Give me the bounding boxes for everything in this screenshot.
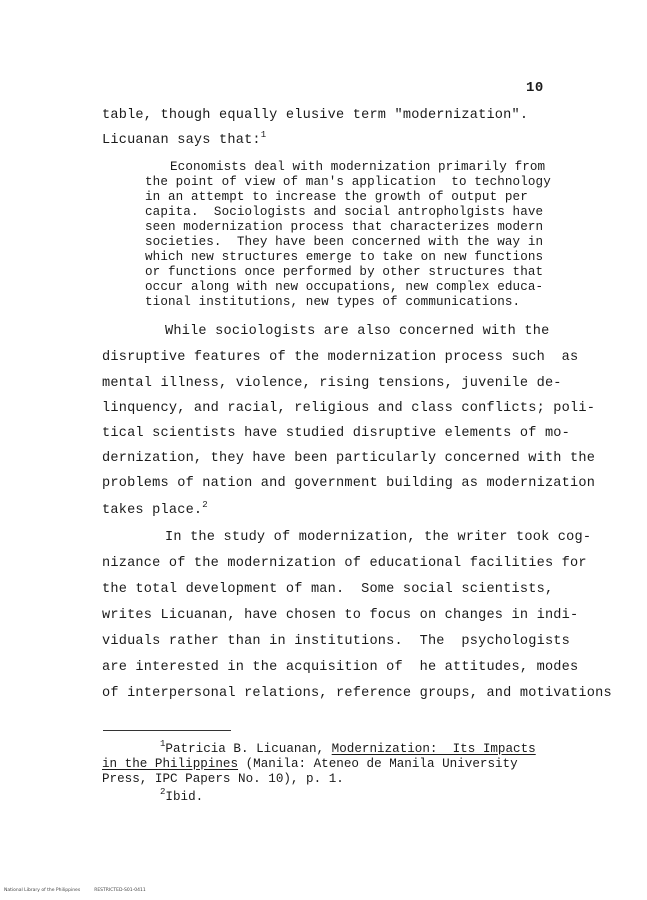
footnote-1-line: Press, IPC Papers No. 10), p. 1. — [102, 772, 344, 786]
intro-line-text: Licuanan says that: — [102, 133, 261, 148]
footnote-1-line — [102, 757, 518, 771]
quote-line: Economists deal with modernization primarily from — [170, 160, 546, 174]
paragraph-line: While sociologists are also concerned with the — [165, 324, 550, 339]
paragraph-line: mental illness, violence, rising tensions, juvenile de- — [102, 376, 562, 391]
quote-line: occur along with new occupations, new complex educa- — [145, 280, 544, 294]
footnote-mark: 2 — [160, 787, 166, 797]
paragraph-line: dernization, they have been particularly concerned with the — [102, 451, 596, 466]
footnote-1-line — [160, 739, 536, 756]
paragraph-line: disruptive features of the modernization process such as — [102, 350, 579, 365]
paragraph-line: nizance of the modernization of educational facilities for — [102, 556, 587, 571]
footer-source: National Library of the Philippines — [4, 888, 81, 893]
paragraph-line: problems of nation and government building as modernization — [102, 476, 596, 491]
quote-line: the point of view of man's application to technology — [145, 175, 551, 189]
intro-line: table, though equally elusive term "modernization". — [102, 108, 529, 123]
paragraph-line: tical scientists have studied disruptive elements of mo- — [102, 426, 571, 441]
paragraph-line-text: takes place. — [102, 503, 203, 518]
quote-line: seen modernization process that characterizes modern — [145, 220, 544, 234]
footnote-2-line — [160, 787, 204, 804]
footnote-title: Modernization: Its Impacts — [331, 742, 536, 756]
quote-line: tional institutions, new types of communications. — [145, 295, 521, 309]
footer-id: RESTRICTED-S01-0411 — [94, 888, 146, 893]
paragraph-line: the total development of man. Some social scientists, — [102, 582, 554, 597]
paragraph-line: viduals rather than in institutions. The psychologists — [102, 634, 571, 649]
paragraph-line — [102, 500, 208, 518]
footnote-author: Patricia B. Licuanan, — [165, 742, 332, 756]
footnote-ref: 1 — [260, 130, 267, 140]
footnote-title: in the Philippines — [102, 757, 239, 771]
quote-line: in an attempt to increase the growth of output per — [145, 190, 528, 204]
footnote-text: Ibid. — [165, 790, 204, 804]
paragraph-line: In the study of modernization, the writer took cog- — [165, 530, 592, 545]
paragraph-line: linquency, and racial, religious and class conflicts; poli- — [102, 401, 596, 416]
footnote-publisher: (Manila: Ateneo de Manila University — [238, 757, 518, 771]
quote-line: societies. They have been concerned with the way in — [145, 235, 544, 249]
page-number: 10 — [526, 80, 544, 96]
archive-footer — [4, 888, 146, 893]
quote-line: which new structures emerge to take on new functions — [145, 250, 544, 264]
paragraph-line: writes Licuanan, have chosen to focus on changes in indi- — [102, 608, 579, 623]
footnote-ref: 2 — [202, 500, 208, 510]
quote-line: capita. Sociologists and social antropholgists have — [145, 205, 544, 219]
footnote-divider — [103, 730, 231, 731]
footnote-mark: 1 — [160, 739, 166, 749]
paragraph-line: are interested in the acquisition of he attitudes, modes — [102, 660, 579, 675]
intro-line — [102, 130, 267, 148]
quote-line: or functions once performed by other structures that — [145, 265, 544, 279]
paragraph-line: of interpersonal relations, reference groups, and motivations — [102, 686, 612, 701]
